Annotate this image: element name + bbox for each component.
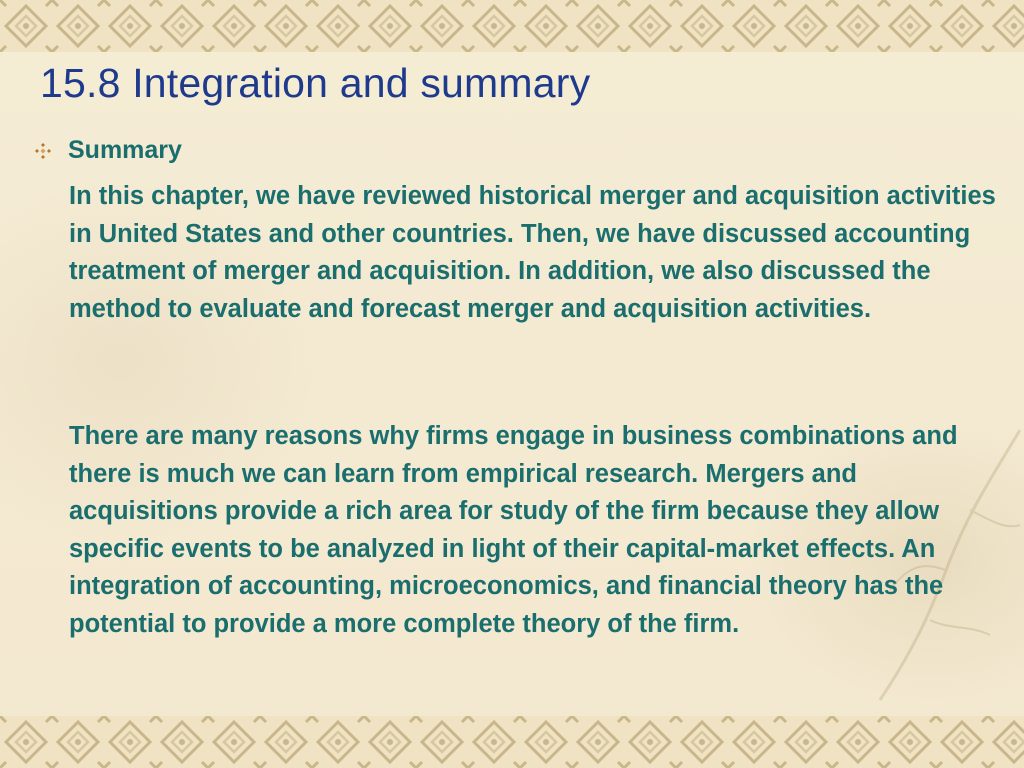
decorative-border-top: [0, 0, 1024, 52]
summary-paragraph-2: There are many reasons why firms engage in business combinations and there is much we can learn from empirical research. Mergers and acquisitions provide a rich area for study of the firm because they allow specific events to be analyzed in light of their capital-market effects. An integration of accounting, microeconomics, and financial theory has the potential to provide a more complete theory of the firm.: [69, 422, 958, 638]
four-diamond-bullet-icon: [34, 142, 52, 160]
summary-paragraph-1: In this chapter, we have reviewed historical merger and acquisition activities in United States and other countries. Then, we have discussed accounting treatment of merger and acquisition. In addition, we also discussed the method to evaluate and forecast merger and acquisition activities.: [69, 182, 996, 323]
decorative-border-bottom: [0, 716, 1024, 768]
slide-title: 15.8 Integration and summary: [40, 60, 591, 106]
summary-heading: Summary: [68, 136, 182, 164]
